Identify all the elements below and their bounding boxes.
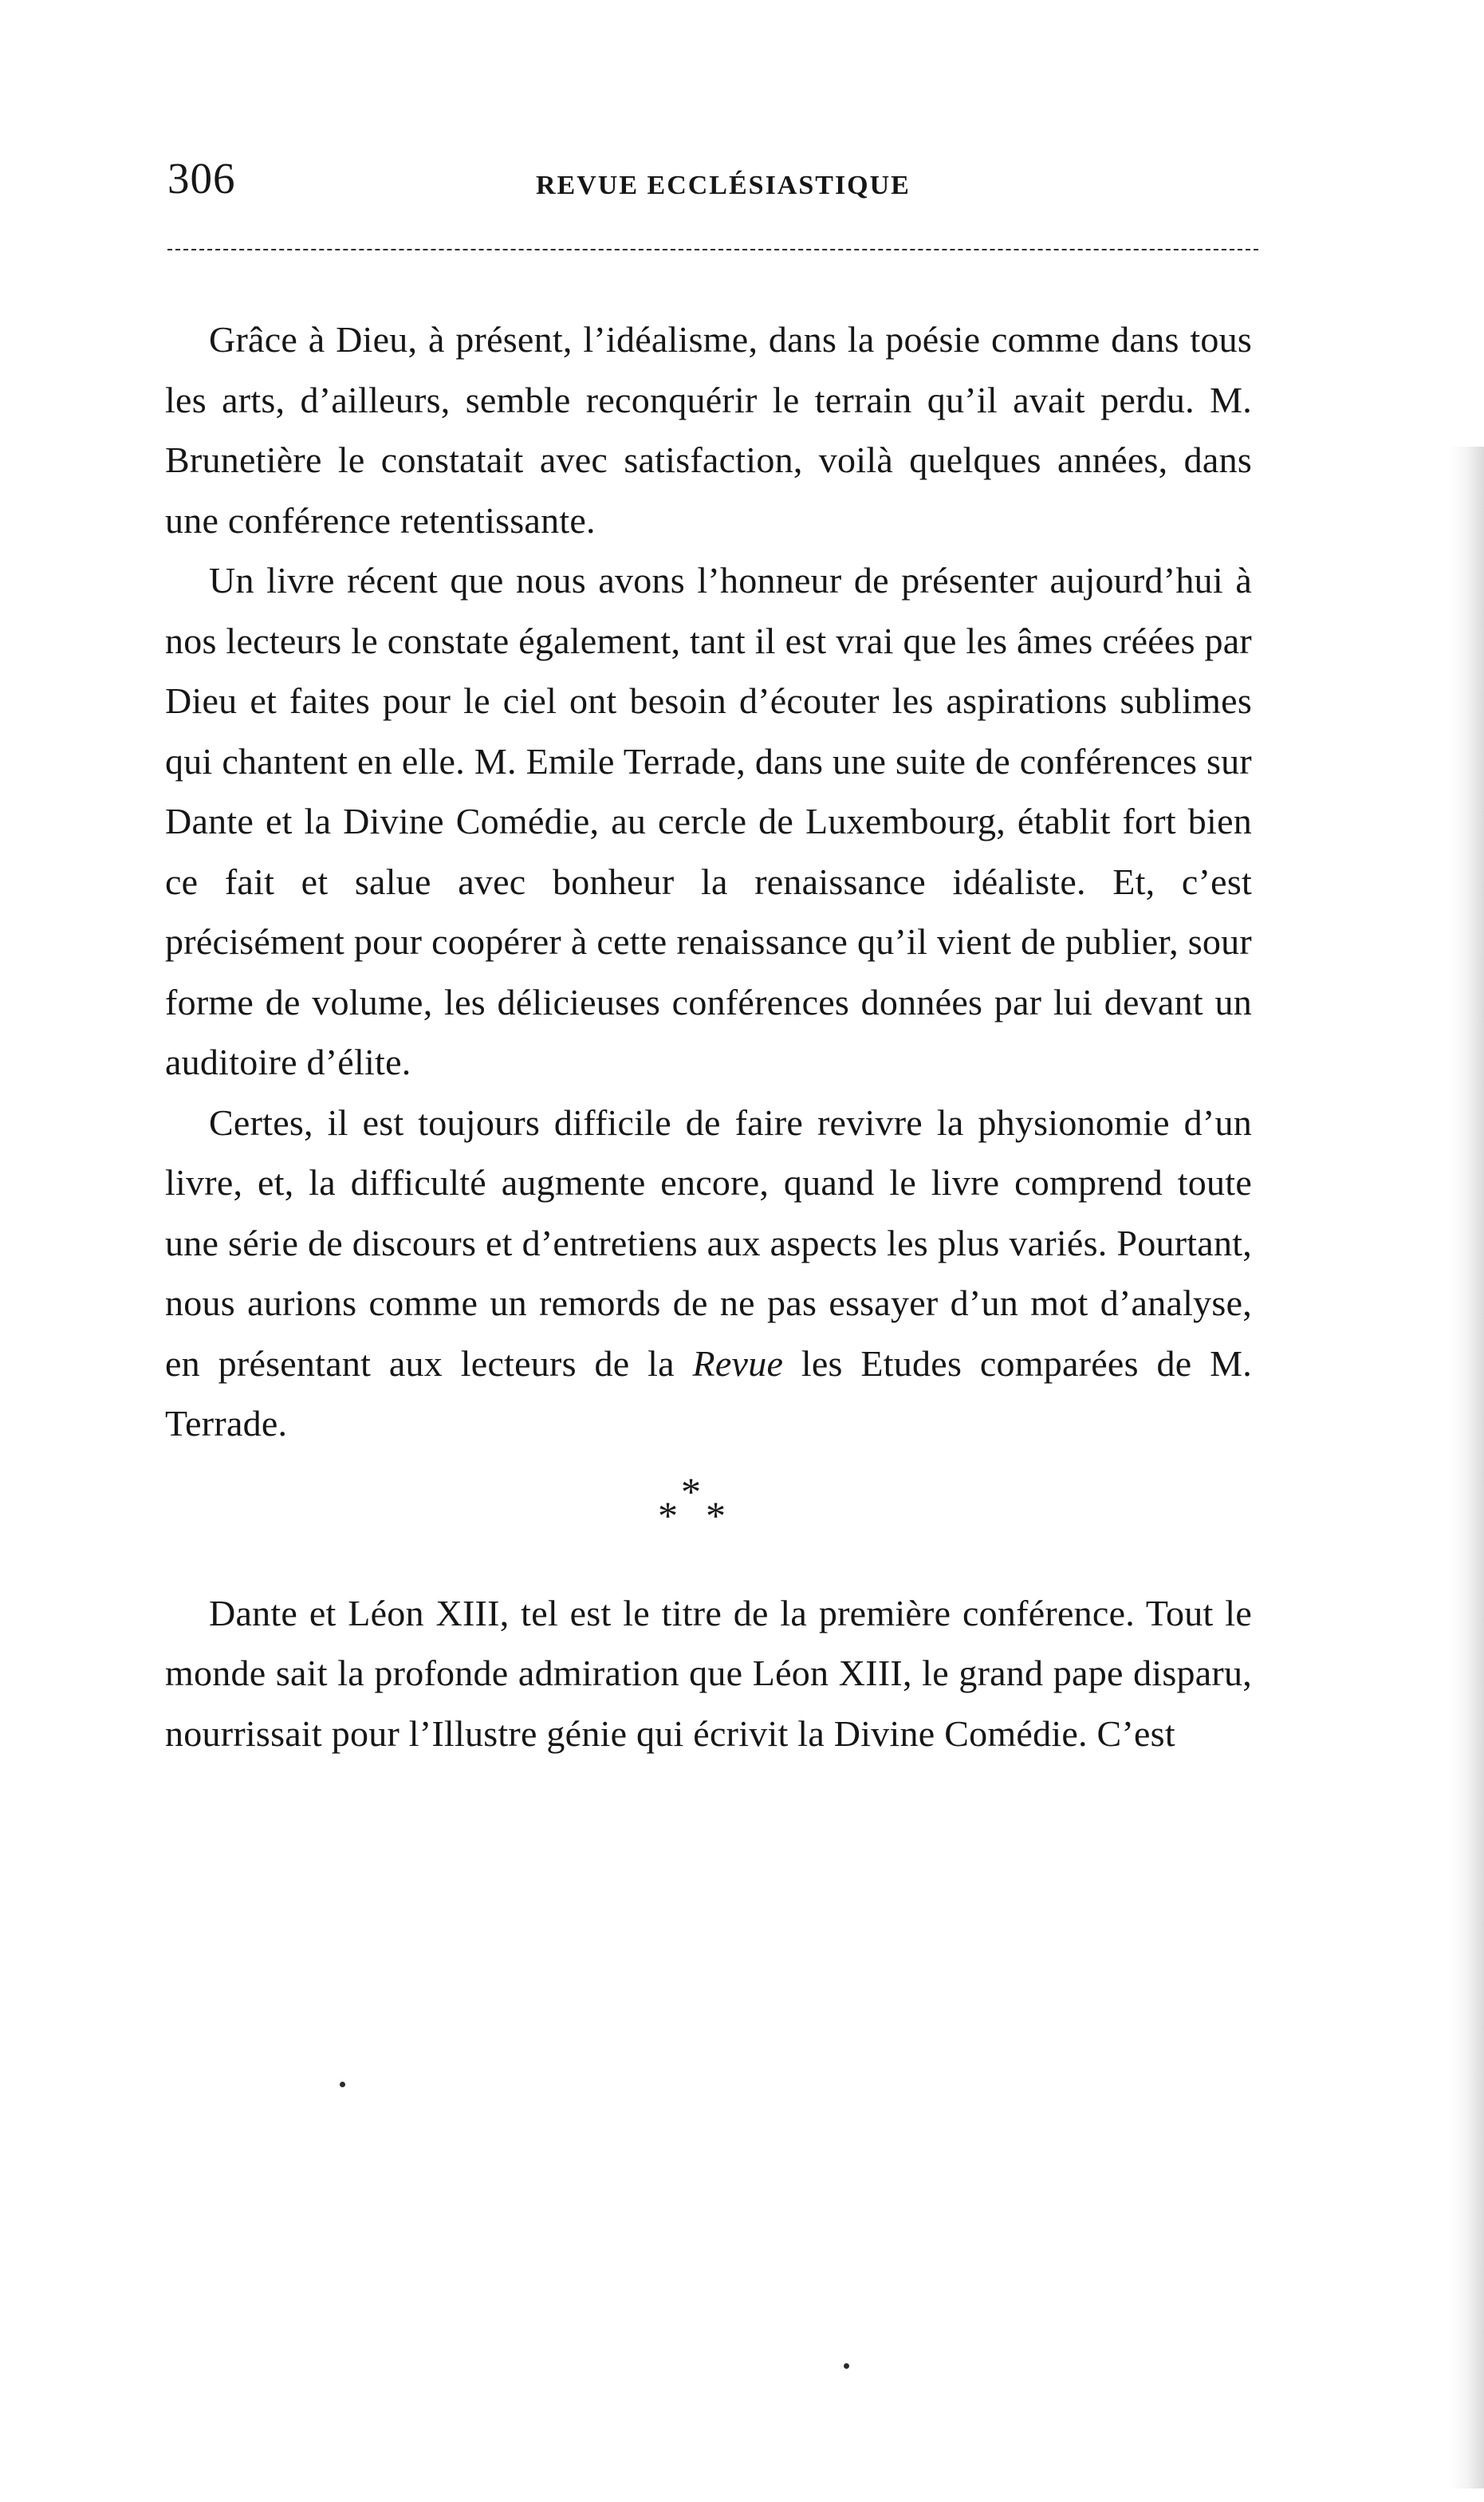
paragraph-3 xyxy=(165,1093,1252,1454)
running-head: REVUE ECCLÉSIASTIQUE xyxy=(536,171,911,200)
scan-edge-shadow xyxy=(1449,447,1484,2488)
page-header xyxy=(167,156,1260,220)
article-body xyxy=(165,309,1252,1763)
asterism-left-star: * xyxy=(658,1492,679,1538)
asterism-top-star: * xyxy=(681,1468,702,1514)
paragraph-4: Dante et Léon XIII, tel est le titre de la première conférence. Tout le monde sait la profonde admiration que Léon XIII, le grand pape disparu, nourrissait pour l’Illustre génie qui écrivit la Divine Comédie. C’est xyxy=(165,1592,1252,1754)
page-number: 306 xyxy=(167,154,236,203)
paragraph-3-text-start: Certes, il est toujours difficile de faire revivre la physionomie d’un livre, et, la difficulté augmente encore, quand le livre comprend toute une série de discours et d’entretiens aux aspects les plus variés. Pourtant, nous aurions comme un remords de ne pas essayer d’un mot d’analyse, en présentant aux lecteurs de la xyxy=(165,1101,1252,1384)
scan-speck xyxy=(340,2082,345,2087)
paragraph-1: Grâce à Dieu, à présent, l’idéalisme, dans la poésie comme dans tous les arts, d’ailleurs, semble reconquérir le terrain qu’il avait perdu. M. Brunetière le constatait avec satisfaction, voilà quelques années, dans une conférence retentissante. xyxy=(165,319,1252,541)
paragraph-2: Un livre récent que nous avons l’honneur de présenter aujourd’hui à nos lecteurs le constate également, tant il est vrai que les âmes créées par Dieu et faites pour le ciel ont besoin d’écouter les aspirations sublimes qui chantent en elle. M. Emile Terrade, dans une suite de conférences sur Dante et la Divine Comédie, au cercle de Luxembourg, établit fort bien ce fait et salue avec bonheur la renaissance idéaliste. Et, c’est précisément pour coopérer à cette renaissance qu’il vient de publier, sour forme de volume, les délicieuses conférences données par lui devant un auditoire d’élite. xyxy=(165,560,1252,1082)
asterism-right-star: * xyxy=(706,1492,726,1538)
section-asterism xyxy=(165,1468,1252,1567)
paragraph-3-text-end: les Etudes comparées de M. Terrade. xyxy=(165,1342,1252,1444)
revue-emphasis: Revue xyxy=(692,1342,784,1384)
header-rule xyxy=(167,249,1258,250)
scan-speck xyxy=(844,2363,849,2369)
